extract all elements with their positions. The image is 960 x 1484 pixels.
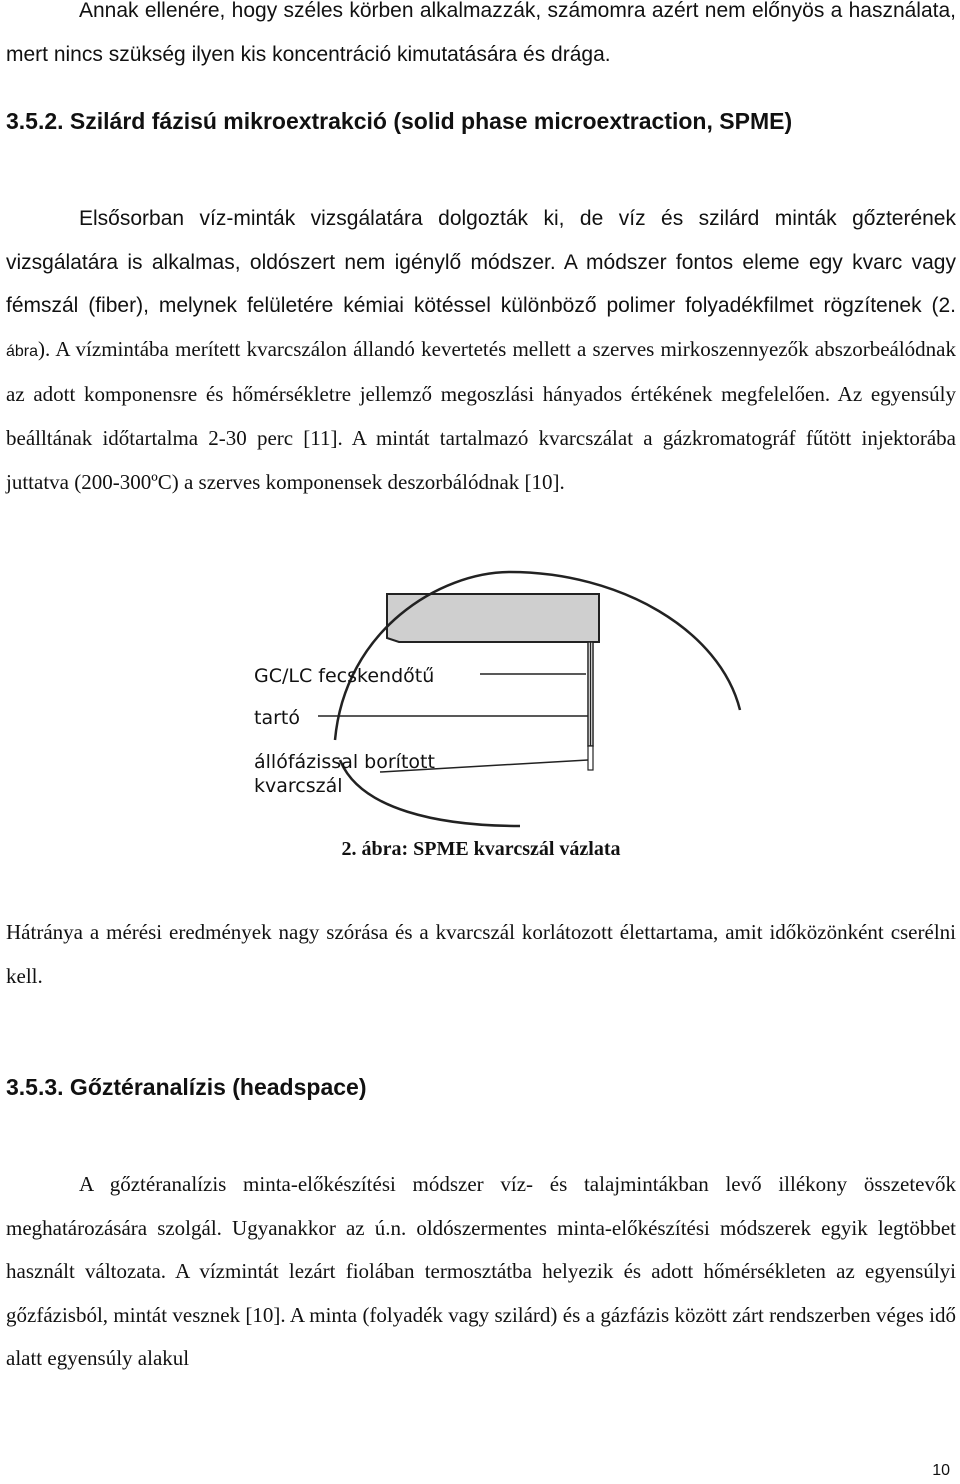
figure-reference: ábra [6,342,39,360]
figure-caption: 2. ábra: SPME kvarcszál vázlata [341,838,621,860]
document-page [6,0,956,1484]
coated-fiber [588,746,593,770]
label-fiber-line1: állófázissal borított [254,751,435,773]
label-fiber-line2: kvarcszál [254,775,343,797]
section-heading-3-5-2: 3.5.2. Szilárd fázisú mikroextrakció (solid phase microextraction, SPME) [6,108,793,134]
drawback-paragraph: Hátránya a mérési eredmények nagy szórása és a kvarcszál korlátozott élettartama, amit időközönként cserélni kell. [6,920,956,988]
spme-paragraph [6,197,956,504]
spme-paragraph-sans-part: Elsősorban víz-minták vizsgálatára dolgozták ki, de víz és szilárd minták gőzterének vizsgálatára is alkalmas, oldószert nem igénylő módszer. A módszer fontos eleme egy kvarc vagy fémszál (fiber), melynek felületére kémiai kötéssel különböző polimer folyadékfilmet rögzítenek (2. [6,207,956,318]
spme-fiber-figure [220,570,760,828]
headspace-paragraph: A gőztéranalízis minta-előkészítési módszer víz- és talajmintákban levő illékony összetevők meghatározására szolgál. Ugyanakkor az ú.n. oldószermentes minta-előkészítési módszerek egyik legtöbbet használt változata. A vízmintát lezárt fiolában termosztátba helyezik és adott hőmérsékleten az egyensúlyi gőzfázisból, mintát vesznek [10]. A minta (folyadék vagy szilárd) és a gázfázis között zárt rendszerben véges idő alatt egyensúly alakul [6,1172,956,1371]
section-heading-3-5-3: 3.5.3. Gőztéranalízis (headspace) [6,1074,367,1100]
label-holder: tartó [254,707,300,729]
page-number: 10 [932,1462,950,1479]
spme-paragraph-serif-part: ). A vízmintába merített kvarcszálon állandó kevertetés mellett a szerves mirkoszennyezők abszorbeálódnak az adott komponensre és hőmérsékletre jellemző megoszlási hányados értékének megfelelően. Az egyensúly beálltának időtartalma 2-30 perc [11]. A mintát tartalmazó kvarcszálat a gázkromatográf fűtött injektorába juttatva (200-300ºC) a szerves komponensek deszorbálódnak [10]. [6,336,956,494]
label-injector: GC/LC fecskendőtű [254,665,435,687]
intro-paragraph: Annak ellenére, hogy széles körben alkalmazzák, számomra azért nem előnyös a használata, mert nincs szükség ilyen kis koncentráció kimutatására és drága. [6,0,956,66]
